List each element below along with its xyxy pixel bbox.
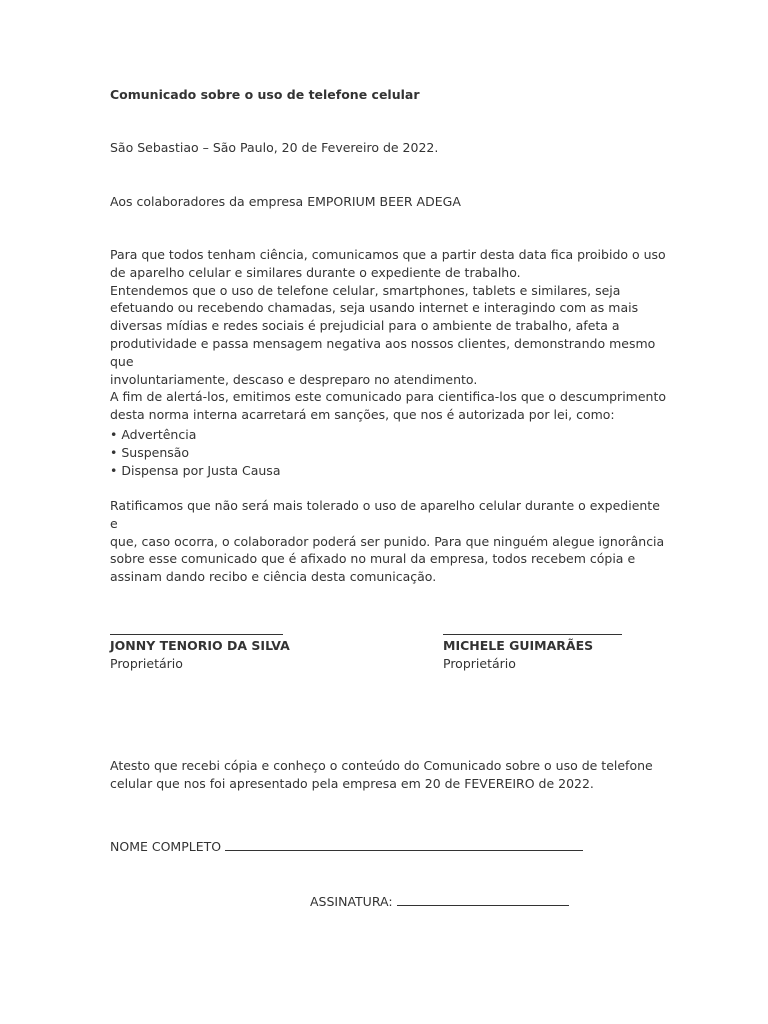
body-line: de aparelho celular e similares durante o expediente de trabalho. (110, 264, 521, 280)
attestation-paragraph (110, 757, 670, 793)
attest-line: celular que nos foi apresentado pela empresa em 20 de FEVEREIRO de 2022. (110, 775, 594, 791)
ratify-paragraph (110, 497, 670, 586)
signature-line (110, 622, 283, 635)
full-name-blank-line (225, 838, 583, 851)
body-line: Para que todos tenham ciência, comunicamos que a partir desta data fica proibido o uso (110, 247, 666, 262)
body-line: involuntariamente, descaso e despreparo no atendimento. (110, 371, 478, 387)
body-line: desta norma interna acarretará em sanções, que nos é autorizada por lei, como: (110, 407, 615, 423)
sanctions-list (110, 426, 280, 479)
signatory-role: Proprietário (110, 655, 183, 671)
sanction-item: • Advertência (110, 427, 197, 442)
body-line: diversas mídias e redes sociais é prejudicial para o ambiente de trabalho, afeta a (110, 318, 620, 334)
sanction-item: • Suspensão (110, 444, 190, 460)
body-line: efetuando ou recebendo chamadas, seja usando internet e interagindo com as mais (110, 300, 639, 316)
ratify-line: sobre esse comunicado que é afixado no mural da empresa, todos recebem cópia e (110, 551, 636, 567)
signature-block-left (110, 622, 290, 673)
signatory-role: Proprietário (443, 655, 516, 671)
date-line: São Sebastiao – São Paulo, 20 de Fevereiro de 2022. (110, 140, 439, 155)
signatory-name: JONNY TENORIO DA SILVA (110, 638, 290, 653)
full-name-label: NOME COMPLETO (110, 839, 222, 854)
document-title: Comunicado sobre o uso de telefone celular (110, 87, 420, 102)
ratify-line: assinam dando recibo e ciência desta comunicação. (110, 569, 437, 585)
body-line: A fim de alertá-los, emitimos este comunicado para cientifica-los que o descumprimento (110, 389, 667, 405)
body-line: Entendemos que o uso de telefone celular, smartphones, tablets e similares, seja (110, 282, 621, 298)
attest-line: Atesto que recebi cópia e conheço o conteúdo do Comunicado sobre o uso de telefone (110, 758, 653, 773)
body-line: produtividade e passa mensagem negativa aos nossos clientes, demonstrando mesmo que (110, 335, 656, 369)
signatory-name: MICHELE GUIMARÃES (443, 638, 594, 653)
notice-body (110, 246, 670, 424)
signature-line (443, 622, 622, 635)
addressee-line: Aos colaboradores da empresa EMPORIUM BEER ADEGA (110, 194, 461, 209)
signature-label: ASSINATURA: (310, 894, 393, 909)
full-name-field (110, 838, 583, 856)
ratify-line: que, caso ocorra, o colaborador poderá ser punido. Para que ninguém alegue ignorância (110, 533, 665, 549)
ratify-line: Ratificamos que não será mais tolerado o uso de aparelho celular durante o expediente e (110, 498, 660, 531)
signature-field (310, 893, 569, 911)
signature-blank-line (397, 893, 569, 906)
signature-block-right (443, 622, 622, 673)
sanction-item: • Dispensa por Justa Causa (110, 462, 281, 478)
